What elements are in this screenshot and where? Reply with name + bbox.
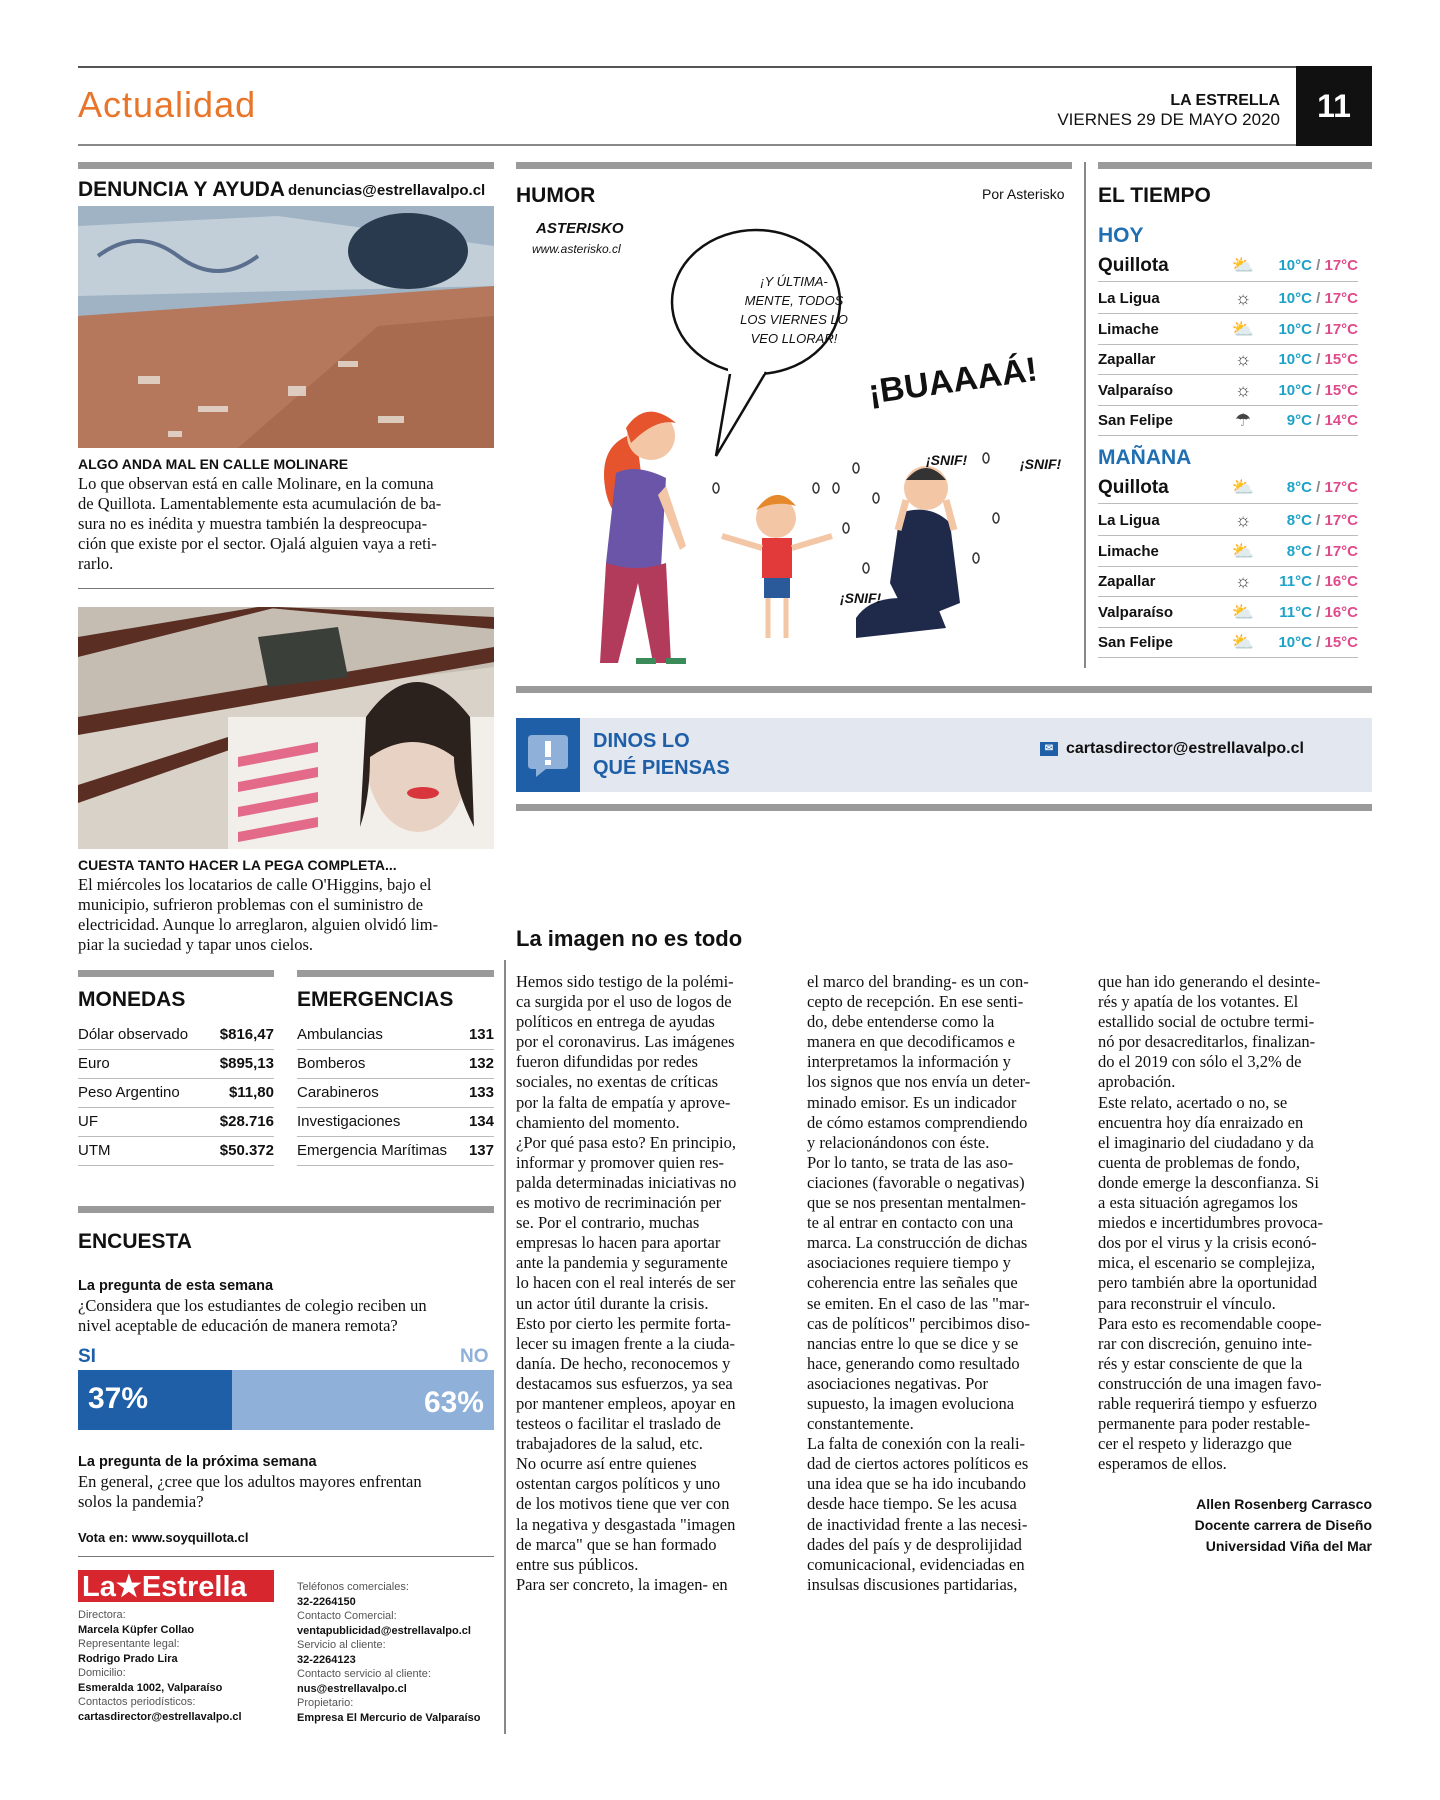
humor-byline: Por Asterisko (982, 186, 1065, 202)
weather-city: La Ligua (1098, 512, 1160, 529)
article-line: y relacionándonos con éste. (807, 1132, 990, 1152)
article-line: asociaciones requiere tiempo y (807, 1253, 1011, 1273)
article-line: rés y estar consciente de que la (1098, 1353, 1303, 1373)
sunny-icon: ☼ (1234, 510, 1252, 530)
weather-city: Limache (1098, 542, 1159, 560)
article-line: esperamos de ellos. (1098, 1454, 1227, 1474)
weather-temp: 10°C / 15°C (1278, 381, 1358, 399)
paper-date: VIERNES 29 DE MAYO 2020 (1057, 110, 1280, 129)
cartoon-site-link: www.asterisko.cl (532, 242, 621, 256)
mail-icon: ✉ (1040, 742, 1058, 756)
weather-city: Valparaíso (1098, 603, 1174, 621)
weather-row (1098, 406, 1358, 436)
article-line: por mantener empleos, apoyar en (516, 1393, 736, 1413)
article-line: minado emisor. Es un indicador (807, 1092, 1017, 1112)
article-line: es motivo de recriminación per (516, 1193, 722, 1213)
weather-city: Limache (1098, 320, 1159, 338)
photo-calle-ohiggins (78, 607, 494, 849)
weather-temp: 10°C / 17°C (1278, 320, 1358, 338)
weather-temp: 9°C / 14°C (1286, 412, 1358, 429)
section-rule (78, 970, 274, 977)
article-line: Para ser concreto, la imagen- en (516, 1574, 728, 1594)
encuesta-title: ENCUESTA (78, 1230, 192, 1253)
article-line: que se nos presentan mentalmen- (807, 1193, 1027, 1213)
weather-temp: 10°C / 17°C (1278, 257, 1358, 274)
article-line: nó por desacreditarlos, finalizan- (1098, 1032, 1316, 1052)
article-line: de inactividad frente a las necesi- (807, 1514, 1028, 1534)
article-line: de los motivos tiene que ver con (516, 1494, 730, 1514)
weather-temp: 10°C / 15°C (1278, 351, 1358, 368)
article-line: Este relato, acertado o no, se (1098, 1092, 1288, 1112)
divider (78, 1556, 494, 1557)
article-line: se emiten. En el caso de las "mar- (807, 1293, 1030, 1313)
table-row: Investigaciones 134 (297, 1107, 494, 1136)
table-row: Ambulancias 131 (297, 1020, 494, 1049)
article-line: la negativa y desgastada "imagen (516, 1514, 736, 1534)
partly-cloudy-icon: ⛅ (1231, 318, 1255, 339)
poll-vote-link[interactable]: Vota en: www.soyquillota.cl (78, 1530, 249, 1545)
article-line: No ocurre así entre quienes (516, 1454, 697, 1474)
article-line: do, debe entenderse como la (807, 1012, 995, 1032)
article-line: cer el respeto y liderazgo que (1098, 1434, 1292, 1454)
sunny-icon: ☼ (1234, 349, 1252, 369)
table-row: Dólar observado $816,47 (78, 1020, 274, 1049)
poll-next-label: La pregunta de la próxima semana (78, 1454, 317, 1470)
weather-row (1098, 472, 1358, 504)
article-line: encuentra hoy día enraizado en (1098, 1112, 1304, 1132)
article-line: aprobación. (1098, 1072, 1176, 1092)
article-line: entre sus públicos. (516, 1554, 639, 1574)
caption-text: Lo que observan está en calle Molinare, en la comuna de Quillota. Lamentablemente esta acumulación de ba- sura no es inédita y muestra también la despreocupa- ción que existe por el sector. Ojalá alguien vaya a reti- rarlo. (78, 474, 442, 573)
article-line: dades del país y de desprolijidad (807, 1534, 1022, 1554)
article-line: se. Por el contrario, muchas (516, 1213, 700, 1233)
page-number: 11 (1296, 66, 1372, 146)
article-line: el imaginario del ciudadano y da (1098, 1132, 1314, 1152)
poll-question: ¿Considera que los estudiantes de colegio reciben un nivel aceptable de educación de manera remota? (78, 1296, 427, 1335)
cartoon-snif: ¡SNIF! (840, 590, 882, 606)
article-line: Hemos sido testigo de la polémi- (516, 972, 734, 991)
article-line: permanente para poder restable- (1098, 1414, 1311, 1434)
emergencias-table (297, 1020, 494, 1166)
staff-right: Teléfonos comerciales: 32-2264150 Contacto Comercial: ventapublicidad@estrellavalpo.cl Servicio al cliente: 32-2264123 Contacto servicio al cliente: nus@estrellavalpo.cl Propietario: Empresa El Mercurio de Valparaíso (297, 1581, 481, 1724)
weather-temp: 11°C / 16°C (1279, 573, 1358, 590)
weather-row (1098, 598, 1358, 628)
speech-bubble-text: ¡Y ÚLTIMA- MENTE, TODOS LOS VIERNES LO VEO LLORAR! (740, 274, 848, 346)
article-line: empresas lo hacen para aportar (516, 1233, 721, 1253)
section-rule (78, 162, 494, 169)
weather-temp: 8°C / 17°C (1286, 512, 1358, 529)
article-line: para reconstruir el vínculo. (1098, 1293, 1276, 1313)
paper-name: LA ESTRELLA (1170, 92, 1280, 109)
article-line: cas de políticos" percibimos diso- (807, 1313, 1031, 1333)
article-line: que han ido generando el desinte- (1098, 972, 1321, 991)
dinos-email-link[interactable] (1040, 740, 1304, 758)
weather-temp: 8°C / 17°C (1286, 542, 1358, 560)
article-line: lo hacen con el real interés de ser (516, 1273, 736, 1293)
weather-row (1098, 345, 1358, 375)
article-line: a esta situación agregamos los (1098, 1193, 1298, 1213)
weather-row (1098, 284, 1358, 314)
tiempo-title: EL TIEMPO (1098, 184, 1211, 207)
staff-left: Directora: Marcela Küpfer Collao Representante legal: Rodrigo Prado Lira Domicilio: Esmeralda 1002, Valparaíso Contactos periodísticos: cartasdirector@estrellavalpo.cl (78, 1609, 242, 1723)
emergencias-title: EMERGENCIAS (297, 988, 454, 1011)
article-line: rar con discreción, genuino inte- (1098, 1333, 1312, 1353)
article-line: por la falta de empatía y aprove- (516, 1092, 731, 1112)
monedas-table (78, 1020, 274, 1166)
cartoon-snif: ¡SNIF! (1020, 456, 1062, 472)
article-line: interpretamos la información y (807, 1052, 1011, 1072)
article-line: de cómo estamos comprendiendo (807, 1112, 1028, 1132)
caption-headline: CUESTA TANTO HACER LA PEGA COMPLETA... (78, 857, 397, 873)
exclamation-bubble-icon (516, 718, 580, 792)
weather-city: Quillota (1098, 254, 1169, 276)
weather-city: Quillota (1098, 476, 1169, 498)
article-column-1 (516, 972, 792, 1595)
la-estrella-logo: La★Estrella (78, 1570, 274, 1602)
article-line: Para esto es recomendable coope- (1098, 1313, 1322, 1333)
poll-result-bar (78, 1370, 494, 1430)
article-line: el marco del branding- es un con- (807, 972, 1029, 991)
article-line: asociaciones negativas. Por (807, 1373, 988, 1393)
weather-row (1098, 628, 1358, 658)
partly-cloudy-icon: ⛅ (1231, 601, 1255, 622)
weather-city: San Felipe (1098, 412, 1174, 429)
weather-city: San Felipe (1098, 634, 1174, 651)
column-separator (504, 960, 506, 1734)
article-line: coherencia entre las señales que (807, 1273, 1018, 1293)
article-line: desde hace tiempo. Se les acusa (807, 1494, 1017, 1514)
article-line: La falta de conexión con la reali- (807, 1434, 1026, 1454)
article-line: chamiento del momento. (516, 1112, 680, 1132)
table-row: Euro $895,13 (78, 1049, 274, 1078)
weather-temp: 8°C / 17°C (1286, 479, 1358, 496)
denuncia-email-link[interactable]: denuncias@estrellavalpo.cl (288, 182, 486, 199)
article-line: los signos que nos envía un deter- (807, 1072, 1031, 1092)
section-title: Actualidad (78, 84, 257, 125)
article-line: ostentan cargos políticos y uno (516, 1474, 721, 1494)
header-top-rule (78, 66, 1372, 68)
article-line: marca. La construcción de dichas (807, 1233, 1028, 1253)
table-row: Peso Argentino $11,80 (78, 1078, 274, 1107)
dinos-email-text: cartasdirector@estrellavalpo.cl (1066, 740, 1304, 757)
monedas-title: MONEDAS (78, 988, 186, 1011)
article-line: manera en que decodificamos e (807, 1032, 1015, 1052)
article-column-2 (807, 972, 1083, 1595)
article-line: palda determinadas iniciativas no (516, 1172, 737, 1192)
article-line: destacamos sus esfuerzos, ya sea (516, 1373, 733, 1393)
article-author: Allen Rosenberg Carrasco Docente carrera de Diseño Universidad Viña del Mar (1194, 1496, 1372, 1554)
section-rule (78, 1206, 494, 1213)
weather-temp: 11°C / 16°C (1279, 603, 1358, 621)
dinos-title: DINOS LO QUÉ PIENSAS (593, 730, 730, 779)
weather-city: Valparaíso (1098, 381, 1174, 399)
article-line: do el 2019 con sólo el 3,2% de (1098, 1052, 1302, 1072)
denuncia-title: DENUNCIA Y AYUDA (78, 178, 285, 201)
article-line: mica, el escenario se complejiza, (1098, 1253, 1316, 1273)
article-line: dos por el virus y la crisis econó- (1098, 1233, 1317, 1253)
table-row: Bomberos 132 (297, 1049, 494, 1078)
article-line: insulsas discusiones partidarias, (807, 1574, 1018, 1594)
article-line: rable requerirá tiempo y esfuerzo (1098, 1393, 1317, 1413)
article-line: Por lo tanto, se trata de las aso- (807, 1152, 1014, 1172)
article-line: sociales, no exentas de críticas (516, 1072, 719, 1092)
article-line: supuesto, la imagen evoluciona (807, 1393, 1015, 1413)
poll-next-question: En general, ¿cree que los adultos mayores enfrentan solos la pandemia? (78, 1472, 422, 1511)
article-line: fueron difundidas por redes (516, 1052, 698, 1072)
article-line: de marca" que se han formado (516, 1534, 717, 1554)
article-line: hace, generando como resultado (807, 1353, 1020, 1373)
article-line: Esto por cierto les permite forta- (516, 1313, 731, 1333)
table-row: UF $28.716 (78, 1107, 274, 1136)
header-bottom-rule (78, 144, 1296, 146)
article-line: danía. De hecho, reconocemos y (516, 1353, 731, 1373)
article-line: comunicacional, evidenciadas en (807, 1554, 1025, 1574)
partly-cloudy-icon: ⛅ (1231, 540, 1255, 561)
weather-city: Zapallar (1098, 573, 1156, 590)
poll-no-bar: 63% (232, 1370, 494, 1430)
weather-row (1098, 567, 1358, 597)
article-line: rés y apatía de los votantes. El (1098, 992, 1299, 1012)
partly-cloudy-icon: ⛅ (1231, 255, 1255, 275)
cartoon-cry-text: ¡BUAAAÁ! (866, 350, 1040, 412)
column-separator (1084, 162, 1086, 668)
poll-si-label: SI (78, 1346, 96, 1367)
poll-question-label: La pregunta de esta semana (78, 1278, 274, 1294)
article-line: ante la pandemia y seguramente (516, 1253, 728, 1273)
section-rule (516, 686, 1372, 693)
cartoon-snif: ¡SNIF! (926, 452, 968, 468)
article-line: cepto de recepción. En ese senti- (807, 992, 1024, 1012)
caption-headline: ALGO ANDA MAL EN CALLE MOLINARE (78, 456, 349, 472)
article-line: nancias entre lo que se dice y se (807, 1333, 1019, 1353)
photo-calle-molinare (78, 206, 494, 448)
section-rule (1098, 162, 1372, 169)
article-line: constantemente. (807, 1414, 914, 1434)
article-line: por el coronavirus. Las imágenes (516, 1032, 735, 1052)
table-row: UTM $50.372 (78, 1136, 274, 1165)
article-line: una idea que se ha ido incubando (807, 1474, 1027, 1494)
table-row: Emergencia Marítimas 137 (297, 1136, 494, 1165)
sunny-icon: ☼ (1234, 571, 1252, 591)
partly-cloudy-icon: ⛅ (1231, 477, 1255, 497)
article-line: miedos e incertidumbres provoca- (1098, 1213, 1323, 1233)
poll-si-bar: 37% (78, 1370, 232, 1430)
weather-row (1098, 537, 1358, 567)
humor-title: HUMOR (516, 184, 596, 207)
weather-city: La Ligua (1098, 290, 1160, 307)
article-line: un actor útil durante la crisis. (516, 1293, 709, 1313)
weather-row (1098, 315, 1358, 345)
poll-no-label: NO (460, 1346, 489, 1367)
article-line: trabajadores de la salud, etc. (516, 1434, 703, 1454)
article-line: ca surgida por el uso de logos de (516, 992, 732, 1012)
weather-manana-label: MAÑANA (1098, 446, 1192, 469)
article-line: construcción de una imagen favo- (1098, 1373, 1322, 1393)
article-line: te al entrar en contacto con una (807, 1213, 1014, 1233)
weather-city: Zapallar (1098, 351, 1156, 368)
article-line: donde emerge la desconfianza. Si (1098, 1172, 1319, 1192)
weather-temp: 10°C / 17°C (1278, 290, 1358, 307)
section-rule (297, 970, 494, 977)
sunny-icon: ☼ (1234, 288, 1252, 308)
article-line: testeos o facilitar el traslado de (516, 1414, 721, 1434)
article-title: La imagen no es todo (516, 926, 743, 951)
article-line: ¿Por qué pasa esto? En principio, (516, 1132, 736, 1152)
sunny-icon: ☼ (1234, 379, 1252, 400)
weather-row (1098, 376, 1358, 406)
article-line: lecer su imagen frente a la ciuda- (516, 1333, 735, 1353)
article-line: cuenta de problemas de fondo, (1098, 1152, 1301, 1172)
weather-temp: 10°C / 15°C (1278, 634, 1358, 651)
article-column-3 (1098, 972, 1374, 1474)
article-line: informar y promover quien res- (516, 1152, 725, 1172)
article-line: ciaciones (favorable o negativas) (807, 1172, 1025, 1192)
divider (78, 588, 494, 589)
weather-hoy-label: HOY (1098, 224, 1144, 247)
section-rule (516, 162, 1072, 169)
caption-text: El miércoles los locatarios de calle O'Higgins, bajo el municipio, sufrieron problemas con el suministro de electricidad. Aunque lo arreglaron, alguien olvidó lim- piar la suciedad y tapar unos cielos. (78, 875, 439, 954)
section-rule (516, 804, 1372, 811)
article-line: pero también abre la oportunidad (1098, 1273, 1318, 1293)
weather-row (1098, 250, 1358, 282)
rain-icon: ☂ (1234, 410, 1252, 430)
weather-row (1098, 506, 1358, 536)
article-line: estallido social de octubre termi- (1098, 1012, 1315, 1032)
article-line: políticos en entrega de ayudas (516, 1012, 715, 1032)
cartoon-signature: ASTERISKO (536, 220, 624, 237)
article-line: dad de ciertos actores políticos es (807, 1454, 1029, 1474)
table-row: Carabineros 133 (297, 1078, 494, 1107)
partly-cloudy-icon: ⛅ (1231, 632, 1255, 652)
